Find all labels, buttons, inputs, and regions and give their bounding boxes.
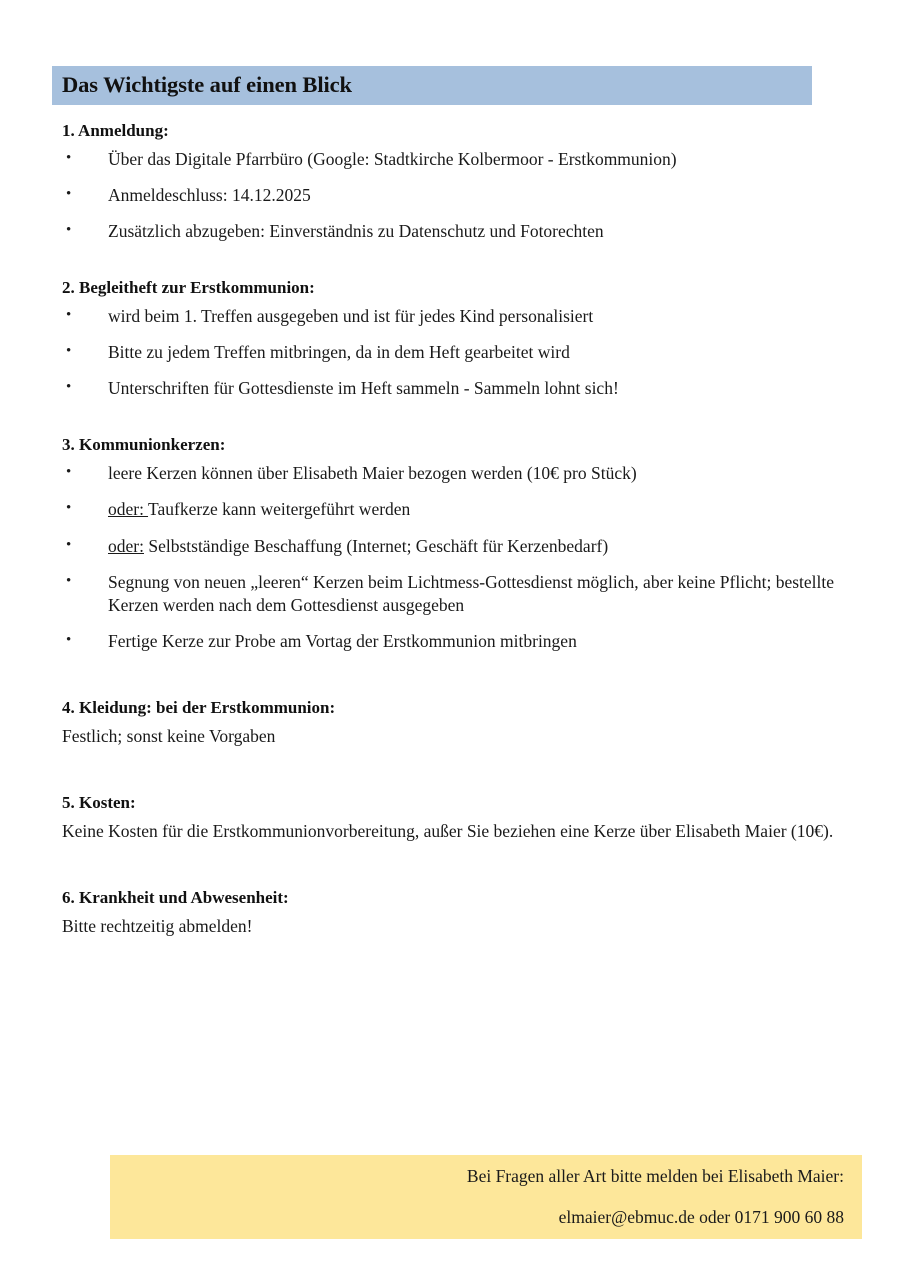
list-item: [62, 630, 862, 653]
list-item-text: Segnung von neuen „leeren“ Kerzen beim Lichtmess-Gottesdienst möglich, aber keine Pflicht; bestellte Kerzen werden nach dem Gottesdienst ausgegeben: [108, 571, 835, 615]
section-begleitheft: [62, 277, 862, 400]
title-banner: [52, 66, 812, 105]
bullet-list: [62, 305, 862, 400]
list-item: [62, 220, 862, 243]
section-heading: 5. Kosten:: [62, 793, 136, 813]
list-item: [62, 535, 862, 558]
section-heading: 3. Kommunionkerzen:: [62, 435, 226, 455]
list-item-text: Anmeldeschluss: 14.12.2025: [108, 185, 311, 206]
contact-prompt: Bei Fragen aller Art bitte melden bei Elisabeth Maier:: [466, 1166, 844, 1187]
section-spacer: [62, 243, 862, 277]
contact-details: elmaier@ebmuc.de oder 0171 900 60 88: [558, 1207, 844, 1227]
section-heading: 6. Krankheit und Abwesenheit:: [62, 888, 289, 908]
list-item-text: Taufkerze kann weitergeführt werden: [148, 499, 411, 520]
section-spacer: [62, 400, 862, 434]
list-item: [62, 498, 862, 521]
section-spacer: [62, 843, 862, 887]
list-item: [62, 184, 862, 207]
list-item-prefix: oder:: [108, 535, 144, 556]
section-spacer: [62, 748, 862, 792]
list-item-text: Über das Digitale Pfarrbüro (Google: Stadtkirche Kolbermoor - Erstkommunion): [108, 148, 677, 169]
section-heading: 1. Anmeldung:: [62, 121, 169, 140]
list-item-prefix: oder:: [108, 499, 149, 520]
section-paragraph: Festlich; sonst keine Vorgaben: [62, 725, 276, 746]
list-item-text: Zusätzlich abzugeben: Einverständnis zu Datenschutz und Fotorechten: [108, 221, 604, 242]
list-item-text: leere Kerzen können über Elisabeth Maier bezogen werden (10€ pro Stück): [108, 463, 637, 484]
page-title: Das Wichtigste auf einen Blick: [62, 72, 352, 98]
section-spacer: [62, 653, 862, 697]
document-content: [62, 120, 862, 939]
list-item-text: Selbstständige Beschaffung (Internet; Geschäft für Kerzenbedarf): [148, 535, 609, 556]
section-heading: 4. Kleidung: bei der Erstkommunion:: [62, 697, 336, 717]
bullet-list: [62, 148, 862, 243]
list-item: [62, 305, 862, 328]
section-paragraph: Keine Kosten für die Erstkommunionvorbereitung, außer Sie beziehen eine Kerze über Elisabeth Maier (10€).: [62, 821, 834, 842]
section-kleidung: [62, 697, 862, 748]
section-paragraph: Bitte rechtzeitig abmelden!: [62, 916, 253, 937]
section-kosten: [62, 792, 862, 843]
section-anmeldung: [62, 120, 862, 243]
section-kommunionkerzen: [62, 434, 862, 653]
contact-callout-box: [110, 1155, 862, 1239]
list-item: [62, 148, 862, 171]
section-heading: 2. Begleitheft zur Erstkommunion:: [62, 278, 315, 298]
list-item-text: Unterschriften für Gottesdienste im Heft sammeln - Sammeln lohnt sich!: [108, 378, 619, 399]
section-krankheit: [62, 887, 862, 938]
list-item: [62, 462, 862, 485]
list-item: [62, 571, 862, 617]
list-item-text: Bitte zu jedem Treffen mitbringen, da in dem Heft gearbeitet wird: [108, 342, 570, 363]
list-item-text: wird beim 1. Treffen ausgegeben und ist für jedes Kind personalisiert: [108, 306, 594, 327]
list-item-text: Fertige Kerze zur Probe am Vortag der Erstkommunion mitbringen: [108, 630, 577, 651]
list-item: [62, 341, 862, 364]
bullet-list: [62, 462, 862, 653]
list-item: [62, 377, 862, 400]
